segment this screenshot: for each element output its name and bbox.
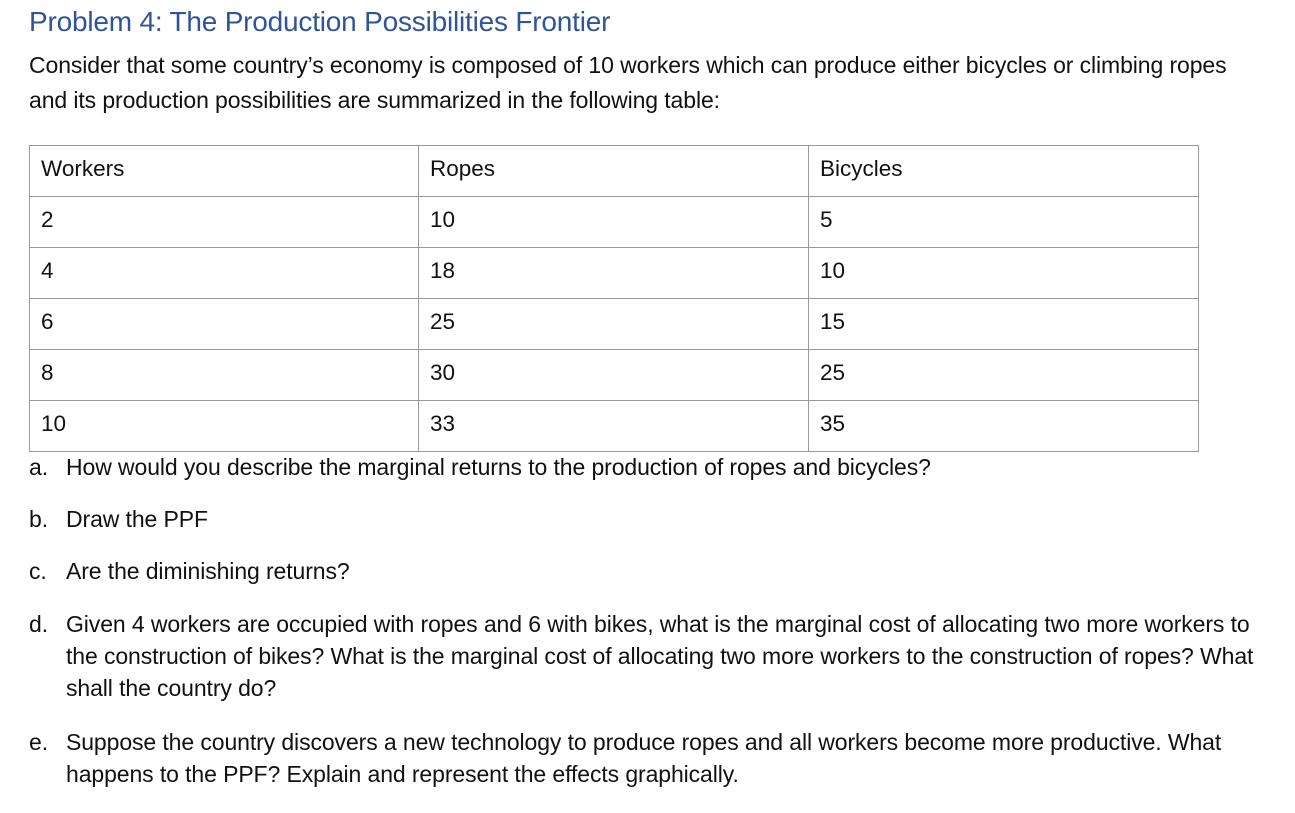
table-row [30,350,1199,401]
cell-ropes: 33 [419,401,809,452]
intro-paragraph: Consider that some country’s economy is composed of 10 workers which can produce either bicycles or climbing ropes and its production possibilities are summarized in the following table: [29,52,1227,113]
cell-bicycles: 35 [809,401,1199,452]
question-marker: b. [29,506,48,532]
cell-workers: 6 [30,299,419,350]
question-e [29,726,1269,790]
question-d [29,608,1269,704]
table-row [30,299,1199,350]
question-marker: d. [29,611,48,637]
question-c [29,555,1269,587]
cell-bicycles: 15 [809,299,1199,350]
cell-bicycles: 10 [809,248,1199,299]
table-row [30,248,1199,299]
table-row [30,197,1199,248]
cell-ropes: 10 [419,197,809,248]
cell-ropes: 25 [419,299,809,350]
question-marker: e. [29,729,48,755]
question-text: Are the diminishing returns? [66,558,350,584]
cell-workers: 2 [30,197,419,248]
question-b [29,503,1269,535]
cell-workers: 8 [30,350,419,401]
question-text: How would you describe the marginal returns to the production of ropes and bicycles? [66,454,931,480]
table-row [30,401,1199,452]
cell-ropes: 30 [419,350,809,401]
cell-bicycles: 5 [809,197,1199,248]
production-table [29,145,1199,452]
cell-ropes: 18 [419,248,809,299]
table-header-row [30,146,1199,197]
cell-workers: 10 [30,401,419,452]
question-text: Suppose the country discovers a new technology to produce ropes and all workers become more productive. What happens to the PPF? Explain and represent the effects graphically. [66,729,1222,787]
question-marker: c. [29,558,47,584]
question-marker: a. [29,454,48,480]
header-workers: Workers [30,146,419,197]
question-a [29,451,1269,483]
question-text: Given 4 workers are occupied with ropes and 6 with bikes, what is the marginal cost of allocating two more workers to the construction of bikes? What is the marginal cost of allocating two more workers to the construction of ropes? What shall the country do? [66,611,1254,701]
problem-title: Problem 4: The Production Possibilities Frontier [29,6,611,37]
header-ropes: Ropes [419,146,809,197]
question-text: Draw the PPF [66,506,208,532]
header-bicycles: Bicycles [809,146,1199,197]
cell-bicycles: 25 [809,350,1199,401]
cell-workers: 4 [30,248,419,299]
